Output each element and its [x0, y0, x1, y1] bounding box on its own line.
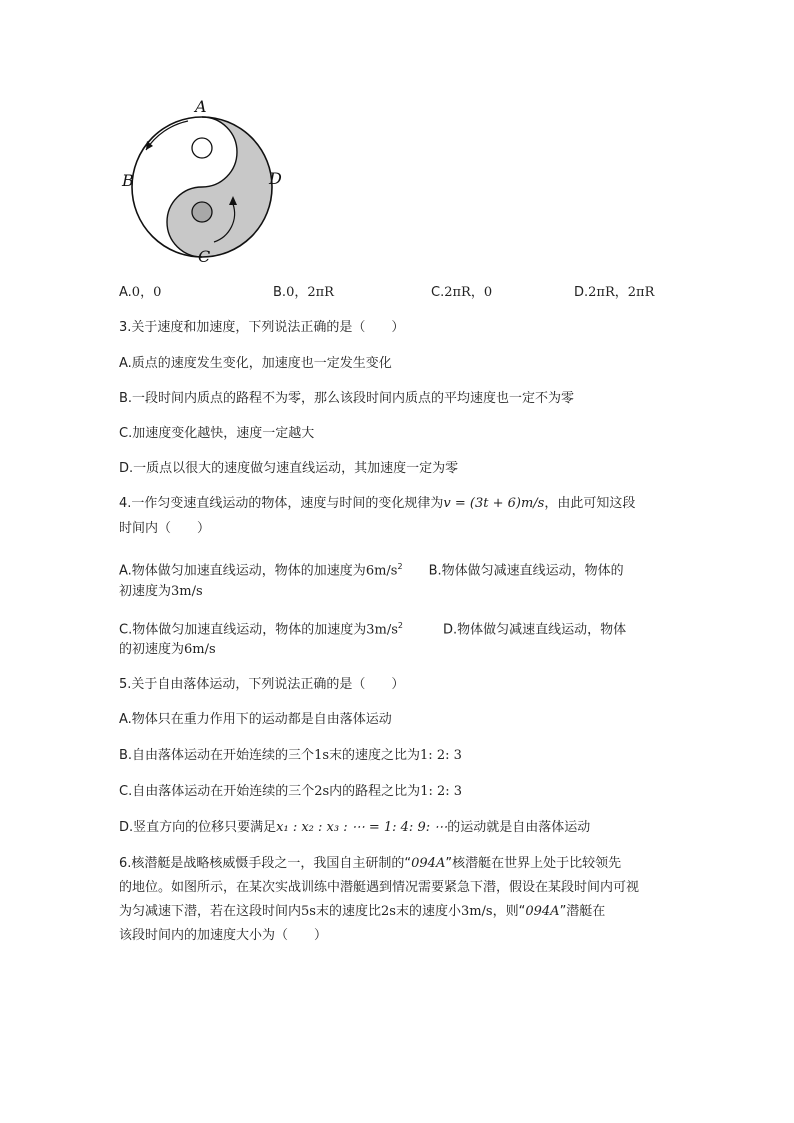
q6-line2: 的地位。如图所示，在某次实战训练中潜艇遇到情况需要紧急下潜，假设在某段时间内可视 — [119, 880, 640, 895]
q5-option-d: D.竖直方向的位移只要满足x₁ : x₂ : x₃ : ⋯ = 1: 4: 9: ⋯的运动就是自由落体运动 — [119, 820, 591, 835]
q6-line3: 为匀减速下潜，若在这段时间内5s末的速度比2s末的速度小3m/s，则“094A”潜艇在 — [119, 904, 606, 919]
q4-option-c-d-line1: C.物体做匀加速直线运动，物体的加速度为$3m/s^2$ D.物体做匀减速直线运动，物体 — [119, 621, 627, 638]
label-c: C — [198, 247, 211, 266]
q5-stem: 5.关于自由落体运动，下列说法正确的是（ ） — [119, 677, 405, 692]
small-grey-circle — [192, 202, 212, 222]
q4-option-d-line2: 的初速度为6m/s — [119, 642, 216, 657]
q2-option-b: B.0，2πR — [273, 285, 334, 300]
q6-line4: 该段时间内的加速度大小为（ ） — [119, 928, 328, 943]
q6-line1: 6.核潜艇是战略核威慑手段之一，我国自主研制的“094A”核潜艇在世界上处于比较领先 — [119, 856, 622, 871]
small-white-circle — [192, 138, 212, 158]
q3-option-b: B.一段时间内质点的路程不为零，那么该段时间内质点的平均速度也一定不为零 — [119, 391, 575, 406]
label-d: D — [269, 169, 282, 188]
label-b: B — [122, 171, 134, 190]
q4-option-a-b-line1: A.物体做匀加速直线运动，物体的加速度为$6m/s^2$ B.物体做匀减速直线运动，物体的 — [119, 562, 624, 579]
q2-option-a: A.0，0 — [119, 285, 162, 300]
q3-option-a: A.质点的速度发生变化，加速度也一定发生变化 — [119, 356, 392, 371]
q4-option-b-line2: 初速度为3m/s — [119, 584, 203, 599]
q3-option-c: C.加速度变化越快，速度一定越大 — [119, 426, 315, 441]
q2-option-d: D.2πR，2πR — [574, 285, 655, 300]
q4-stem-line2: 时间内（ ） — [119, 521, 211, 536]
q3-stem: 3.关于速度和加速度，下列说法正确的是（ ） — [119, 320, 405, 335]
q3-option-d: D.一质点以很大的速度做匀速直线运动，其加速度一定为零 — [119, 461, 459, 476]
q5-option-b: B.自由落体运动在开始连续的三个1s末的速度之比为1: 2: 3 — [119, 748, 462, 763]
q5-option-c: C.自由落体运动在开始连续的三个2s内的路程之比为1: 2: 3 — [119, 784, 463, 799]
q2-option-c: C.2πR，0 — [431, 285, 493, 300]
label-a: A — [195, 97, 207, 116]
q5-option-a: A.物体只在重力作用下的运动都是自由落体运动 — [119, 712, 392, 727]
q4-stem-line1: 4.一作匀变速直线运动的物体，速度与时间的变化规律为v = (3t + 6)m/s，由此可知这段 — [119, 496, 636, 511]
yin-yang-path-figure — [118, 92, 293, 267]
